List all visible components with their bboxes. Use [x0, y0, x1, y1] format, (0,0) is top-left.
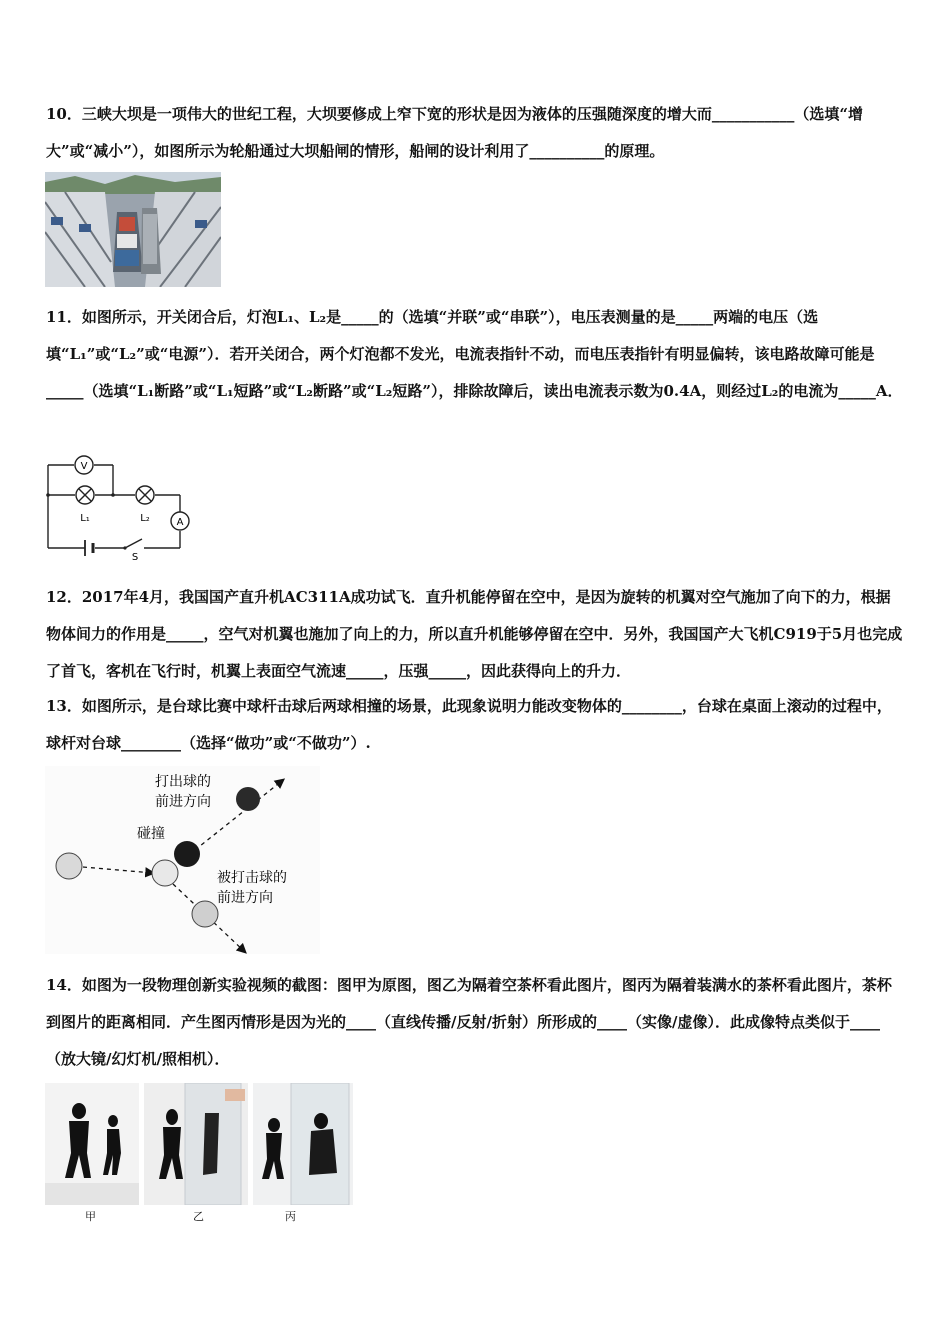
label-collision: 碰撞 — [137, 826, 165, 842]
question-12: 12．2017年4月，我国国产直升机AC311A成功试飞．直升机能停留在空中，是因为旋转的机翼对空气施加了向下的力，根据物体间力的作用是_____，空气对机翼也施加了向上的力，所以直升机能够停留在空中．另外，我国国产大飞机C919于5月也完成了首飞，客机在飞行时，机翼上表面空气流速_____，压强_____，因此获得向上的升力． — [46, 588, 903, 680]
cup-experiment-photos — [45, 1083, 353, 1228]
question-13: 13．如图所示，是台球比赛中球杆击球后两球相撞的场景，此现象说明力能改变物体的________，台球在桌面上滚动的过程中，球杆对台球________（选择“做功”或“不做功”）. — [46, 697, 892, 752]
label-struck-ball: 打出球的前进方向 — [155, 774, 211, 810]
caption-bing: 丙 — [285, 1210, 296, 1223]
question-10: 10．三峡大坝是一项伟大的世纪工程，大坝要修成上窄下宽的形状是因为液体的压强随深度的增大而___________（选填“增大”或“减小”），如图所示为轮船通过大坝船闸的情形，船闸的设计利用了__________的原理。 — [46, 105, 864, 160]
circuit-diagram — [45, 451, 191, 563]
switch-label: S — [131, 552, 139, 563]
billiards-diagram — [45, 766, 320, 954]
question-11: 11．如图所示，开关闭合后，灯泡L₁、L₂是_____的（选填“并联”或“串联”），电压表测量的是_____两端的电压（选填“L₁”或“L₂”或“电源”）．若开关闭合，两个灯泡都不发光，电流表指针不动，而电压表指针有明显偏转，该电路故障可能是_____（选填“L₁断路”或“L₁短路”或“L₂断路”或“L₂短路”），排除故障后，读出电流表示数为0.4A，则经过L₂的电流为_____A． — [46, 308, 903, 400]
label-hit-ball: 被打击球的前进方向 — [217, 870, 287, 906]
question-14: 14．如图为一段物理创新实验视频的截图：图甲为原图，图乙为隔着空茶杯看此图片，图丙为隔着装满水的茶杯看此图片，茶杯到图片的距离相同．产生图丙情形是因为光的____（直线传播/反射/折射）所形成的____（实像/虚像）．此成像特点类似于____（放大镜/幻灯机/照相机）． — [46, 976, 892, 1068]
ship-lock-photo — [45, 172, 221, 287]
caption-yi: 乙 — [193, 1210, 204, 1223]
lamp2-label: L₂ — [140, 513, 150, 524]
voltmeter-label: V — [80, 461, 88, 472]
ammeter-label: A — [176, 517, 184, 528]
caption-jia: 甲 — [85, 1210, 96, 1223]
lamp1-label: L₁ — [80, 513, 90, 524]
